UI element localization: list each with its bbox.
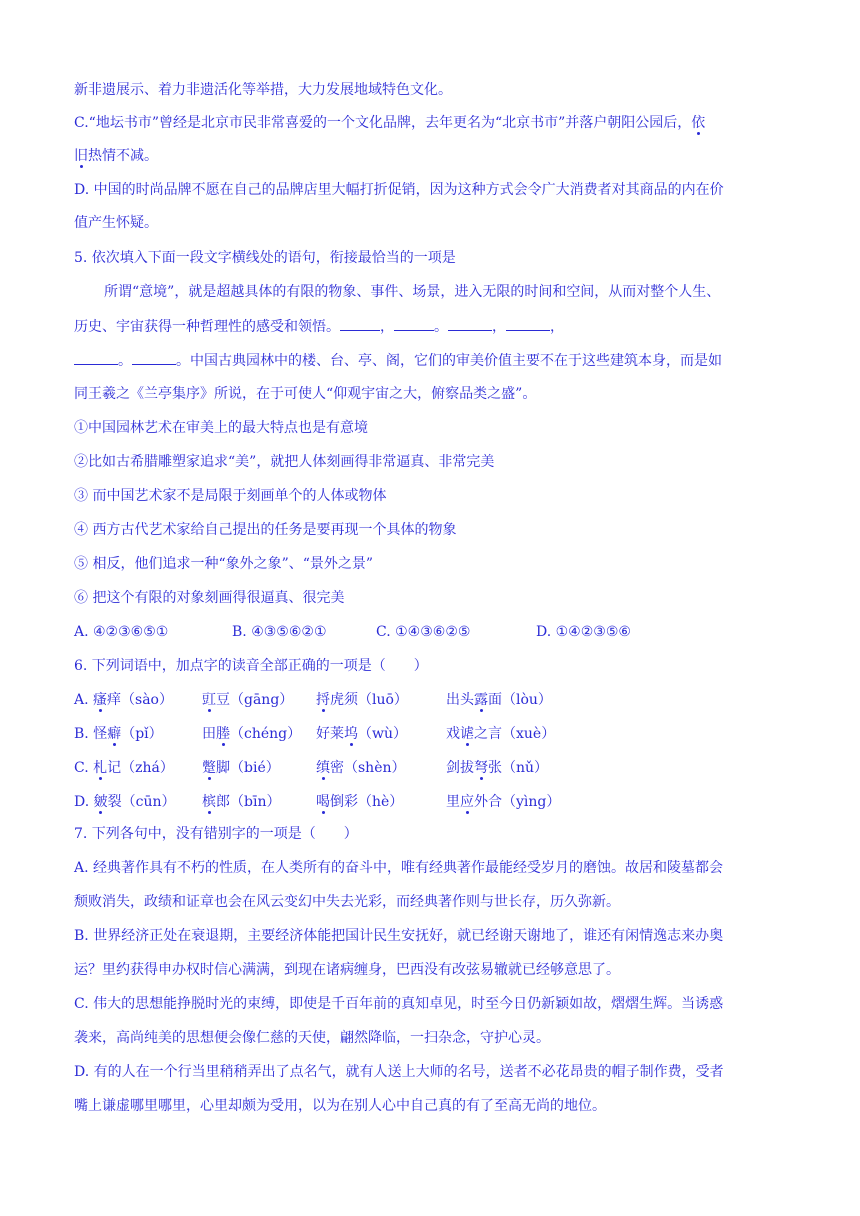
q7-option-a-line2: 颓败消失，政绩和证章也会在风云变幻中失去光彩，而经典著作则与世长存，历久弥新。 — [74, 894, 620, 910]
q5-item-2: ②比如古希腊雕塑家追求“美”，就把人体刻画得非常逼真、非常完美 — [74, 454, 495, 470]
word-part: 田 — [202, 726, 216, 742]
word-part: 好莱 — [316, 726, 344, 742]
q6-word — [202, 792, 280, 812]
dotted-char: 缜 — [316, 760, 330, 776]
dotted-char: 应 — [460, 794, 474, 810]
q7-option-d-line2: 嘴上谦虚哪里哪里，心里却颇为受用，以为在别人心中自己真的有了至高无尚的地位。 — [74, 1098, 606, 1114]
word-part: 出头 — [446, 692, 474, 708]
dotted-char: 癖 — [107, 726, 122, 742]
word-part: （chéng） — [230, 726, 302, 742]
option-letter: C. — [74, 760, 94, 776]
q5-option-c[interactable]: C. ①④③⑥②⑤ — [376, 624, 471, 640]
word-part: 倒彩（hè） — [330, 794, 404, 810]
word-part: 郎（bīn） — [216, 794, 281, 810]
q7-option-b-line1[interactable]: B. 世界经济正处在衰退期，主要经济体能把国计民生安抚好，就已经谢天谢地了，谁还有闲情逸志来办奥 — [74, 928, 724, 944]
dotted-char: 弩 — [474, 760, 488, 776]
blank-3[interactable] — [448, 316, 492, 331]
dotted-char: 札 — [93, 760, 108, 776]
q6-word — [446, 690, 552, 710]
q6-word — [316, 758, 406, 778]
word-part: 密（shèn） — [330, 760, 406, 776]
dotted-char: 坞 — [344, 726, 358, 742]
word-part: 剑拔 — [446, 760, 474, 776]
word-part: 豆（gāng） — [216, 692, 294, 708]
q6-word — [446, 724, 555, 744]
q5-passage-line2: 历史、宇宙获得一种哲理性的感受和领悟。 ， 。 ， ， — [74, 316, 564, 337]
q6-word — [74, 758, 174, 778]
word-part: 怪 — [93, 726, 108, 742]
dotted-char: 依 — [691, 115, 706, 131]
q5-option-a[interactable]: A. ④②③⑥⑤① — [74, 624, 169, 640]
q5-passage-line4: 同王羲之《兰亭集序》所说，在于可使人“仰观宇宙之大，俯察品类之盛”。 — [74, 386, 537, 402]
blank-1[interactable] — [340, 316, 380, 331]
word-part: 虎须（luō） — [330, 692, 408, 708]
q7-option-d-line1[interactable]: D. 有的人在一个行当里稍稍弄出了点名气，就有人送上大师的名号，送者不必花昂贵的帽子制作费，受者 — [74, 1064, 724, 1080]
q7-option-b-line2: 运？里约获得申办权时信心满满，到现在诸病缠身，巴西没有改弦易辙就已经够意思了。 — [74, 962, 620, 978]
word-part: 记（zhá） — [107, 760, 174, 776]
blank-2[interactable] — [394, 316, 434, 331]
word-part: 之言（xuè） — [474, 726, 556, 742]
word-part: （wù） — [358, 726, 407, 742]
q6-word — [316, 724, 407, 744]
q6-stem: 6. 下列词语中，加点字的读音全部正确的一项是（ ） — [74, 658, 428, 674]
dotted-char: 喝 — [316, 794, 330, 810]
dotted-char: 瘙 — [93, 692, 108, 708]
q6-word — [74, 724, 163, 744]
dotted-char: 捋 — [316, 692, 330, 708]
q7-stem: 7. 下列各句中，没有错别字的一项是（ ） — [74, 826, 358, 842]
q4-b-continuation: 新非遗展示、着力非遗活化等举措，大力发展地域特色文化。 — [74, 82, 452, 98]
word-part: 面（lòu） — [488, 692, 552, 708]
q4-option-c-line1: C.“地坛书市”曾经是北京市民非常喜爱的一个文化品牌，去年更名为“北京书市”并落户朝阳公园后，依 — [74, 115, 706, 131]
option-letter: B. — [74, 726, 94, 742]
q4-option-d-line1: D. 中国的时尚品牌不愿在自己的品牌店里大幅打折促销，因为这种方式会令广大消费者对其商品的内在价 — [74, 182, 724, 198]
q6-word — [202, 758, 280, 778]
q7-option-c-line1[interactable]: C. 伟大的思想能挣脱时光的束缚，即使是千百年前的真知卓见，时至今日仍新颖如故，熠熠生辉。当诱惑 — [74, 996, 724, 1012]
word-part: 张（nǔ） — [488, 760, 549, 776]
q5-item-3: ③ 而中国艺术家不是局限于刻画单个的人体或物体 — [74, 488, 387, 504]
dotted-char: 皴 — [93, 794, 108, 810]
q6-option-row[interactable] — [0, 758, 860, 778]
q7-option-a-line1[interactable]: A. 经典著作具有不朽的性质，在人类所有的奋斗中，唯有经典著作最能经受岁月的磨蚀。故居和陵墓都会 — [74, 860, 724, 876]
dotted-char: 槟 — [202, 794, 216, 810]
q6-word — [316, 690, 408, 710]
q4-option-c-line2: 旧热情不减。 — [74, 148, 158, 164]
q5-item-1: ①中国园林艺术在审美上的最大特点也是有意境 — [74, 420, 368, 436]
word-part: 戏 — [446, 726, 460, 742]
word-part: 外合（yìng） — [474, 794, 561, 810]
word-part: （pǐ） — [121, 726, 163, 742]
word-part: 脚（bié） — [216, 760, 280, 776]
q6-word — [446, 758, 548, 778]
blank-4[interactable] — [506, 316, 550, 331]
q5-option-b[interactable]: B. ④③⑤⑥②① — [232, 624, 327, 640]
word-part: 痒（sào） — [107, 692, 173, 708]
blank-6[interactable] — [132, 350, 176, 365]
dotted-char: 豇 — [202, 692, 216, 708]
q5-option-d[interactable]: D. ①④②③⑤⑥ — [536, 624, 631, 640]
q5-passage-line1: 所谓“意境”，就是超越具体的有限的物象、事件、场景，进入无限的时间和空间，从而对整个人生、 — [104, 284, 721, 300]
dotted-char: 谑 — [460, 726, 474, 742]
q5-stem: 5. 依次填入下面一段文字横线处的语句，衔接最恰当的一项是 — [74, 250, 456, 266]
q6-word — [202, 690, 293, 710]
q5-item-6: ⑥ 把这个有限的对象刻画得很逼真、很完美 — [74, 590, 345, 606]
blank-5[interactable] — [74, 350, 118, 365]
word-part: 裂（cūn） — [107, 794, 176, 810]
dotted-char: 塍 — [216, 726, 230, 742]
q5-options — [0, 622, 860, 642]
q6-option-row[interactable] — [0, 724, 860, 744]
q4-option-d-line2: 值产生怀疑。 — [74, 215, 158, 231]
option-letter: A. — [74, 692, 94, 708]
dotted-char: 露 — [474, 692, 488, 708]
q5-item-5: ⑤ 相反，他们追求一种“象外之象”、“景外之景” — [74, 556, 374, 572]
word-part: 里 — [446, 794, 460, 810]
dotted-char: 蹩 — [202, 760, 216, 776]
dotted-char: 旧 — [74, 148, 88, 164]
option-letter: D. — [74, 794, 94, 810]
q6-option-row[interactable] — [0, 690, 860, 710]
q6-word — [74, 792, 176, 812]
q6-word — [316, 792, 403, 812]
q6-word — [74, 690, 173, 710]
q5-item-4: ④ 西方古代艺术家给自己提出的任务是要再现一个具体的物象 — [74, 522, 457, 538]
q7-option-c-line2: 袭来，高尚纯美的思想便会像仁慈的天使，翩然降临，一扫杂念，守护心灵。 — [74, 1030, 550, 1046]
q6-word — [446, 792, 560, 812]
q5-passage-line3: 。 。中国古典园林中的楼、台、亭、阁，它们的审美价值主要不在于这些建筑本身，而是如 — [74, 350, 722, 371]
q6-word — [202, 724, 301, 744]
q6-option-row[interactable] — [0, 792, 860, 812]
